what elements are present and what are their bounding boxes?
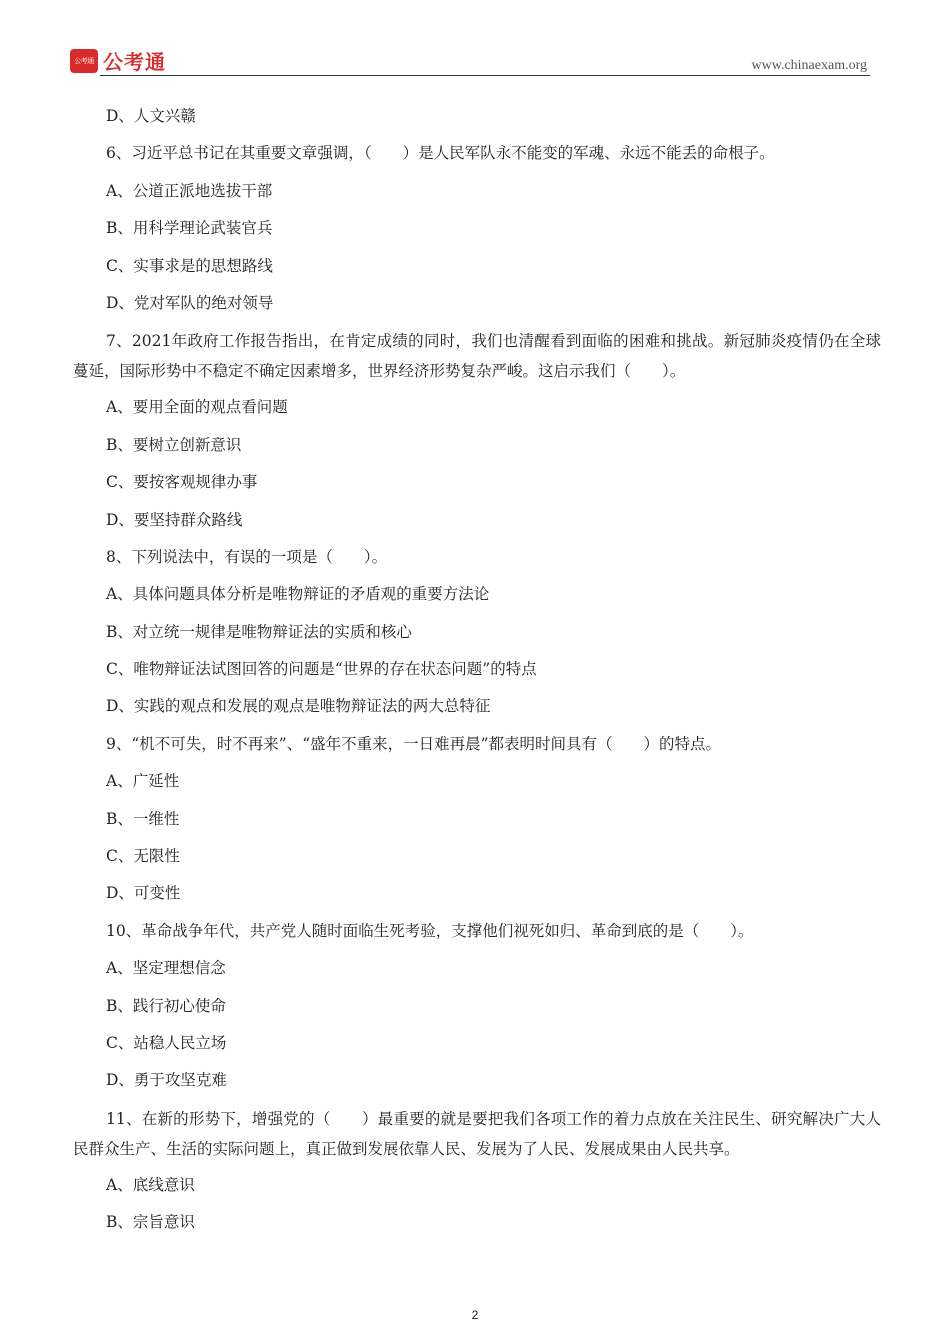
q7-option-d: D、要坚持群众路线 — [106, 510, 243, 529]
q6-option-d: D、党对军队的绝对领导 — [106, 293, 274, 312]
q8-option-d: D、实践的观点和发展的观点是唯物辩证法的两大总特征 — [106, 697, 491, 716]
site-url[interactable]: www.chinaexam.org — [751, 58, 867, 73]
page-header — [70, 44, 870, 76]
logo-text: 公考通 — [103, 50, 166, 74]
header-divider — [100, 75, 870, 76]
q10-option-a: A、坚定理想信念 — [106, 959, 226, 978]
q9-option-b: B、一维性 — [106, 809, 180, 828]
q8-option-b: B、对立统一规律是唯物辩证法的实质和核心 — [106, 622, 412, 641]
q5-option-d: D、人文兴赣 — [106, 107, 196, 125]
q6-stem: 6、习近平总书记在其重要文章强调，（ ）是人民军队永不能变的军魂、永远不能丢的命根子。 — [106, 144, 775, 163]
q11-option-a: A、底线意识 — [106, 1175, 195, 1194]
q7-stem: 7、2021年政府工作报告指出，在肯定成绩的同时，我们也清醒看到面临的困难和挑战。新冠肺炎疫情仍在全球蔓延，国际形势中不稳定不确定因素增多，世界经济形势复杂严峻。这启示我们（ ）。 — [73, 332, 881, 381]
q10-option-c: C、站稳人民立场 — [106, 1033, 227, 1052]
q7-option-c: C、要按客观规律办事 — [106, 473, 258, 492]
q11-option-b: B、宗旨意识 — [106, 1213, 195, 1232]
document-body — [73, 98, 881, 1242]
page-number: 2 — [471, 1308, 479, 1322]
q9-option-c: C、无限性 — [106, 847, 180, 866]
q6-option-b: B、用科学理论武装官兵 — [106, 219, 273, 238]
q11-stem: 11、在新的形势下，增强党的（ ）最重要的就是要把我们各项工作的着力点放在关注民生、研究解决广大人民群众生产、生活的实际问题上，真正做到发展依靠人民、发展为了人民、发展成果由人民共享。 — [73, 1109, 881, 1158]
logo[interactable] — [70, 46, 166, 75]
q6-option-c: C、实事求是的思想路线 — [106, 256, 273, 275]
q9-stem: 9、“机不可失，时不再来”、“盛年不重来，一日难再晨”都表明时间具有（ ）的特点。 — [106, 734, 722, 753]
q7-option-b: B、要树立创新意识 — [106, 435, 242, 454]
q7-option-a: A、要用全面的观点看问题 — [106, 398, 288, 417]
q6-option-a: A、公道正派地选拔干部 — [106, 181, 273, 200]
q10-stem: 10、革命战争年代，共产党人随时面临生死考验，支撑他们视死如归、革命到底的是（ ）。 — [106, 921, 754, 940]
q10-option-b: B、践行初心使命 — [106, 996, 226, 1015]
q8-stem: 8、下列说法中，有误的一项是（ ）。 — [106, 547, 388, 566]
q9-option-a: A、广延性 — [106, 772, 180, 791]
q9-option-d: D、可变性 — [106, 884, 181, 903]
q8-option-c: C、唯物辩证法试图回答的问题是“世界的存在状态问题”的特点 — [106, 660, 537, 679]
q10-option-d: D、勇于攻坚克难 — [106, 1071, 227, 1090]
q8-option-a: A、具体问题具体分析是唯物辩证的矛盾观的重要方法论 — [106, 585, 490, 604]
logo-badge-icon: 公考通 — [70, 49, 98, 73]
